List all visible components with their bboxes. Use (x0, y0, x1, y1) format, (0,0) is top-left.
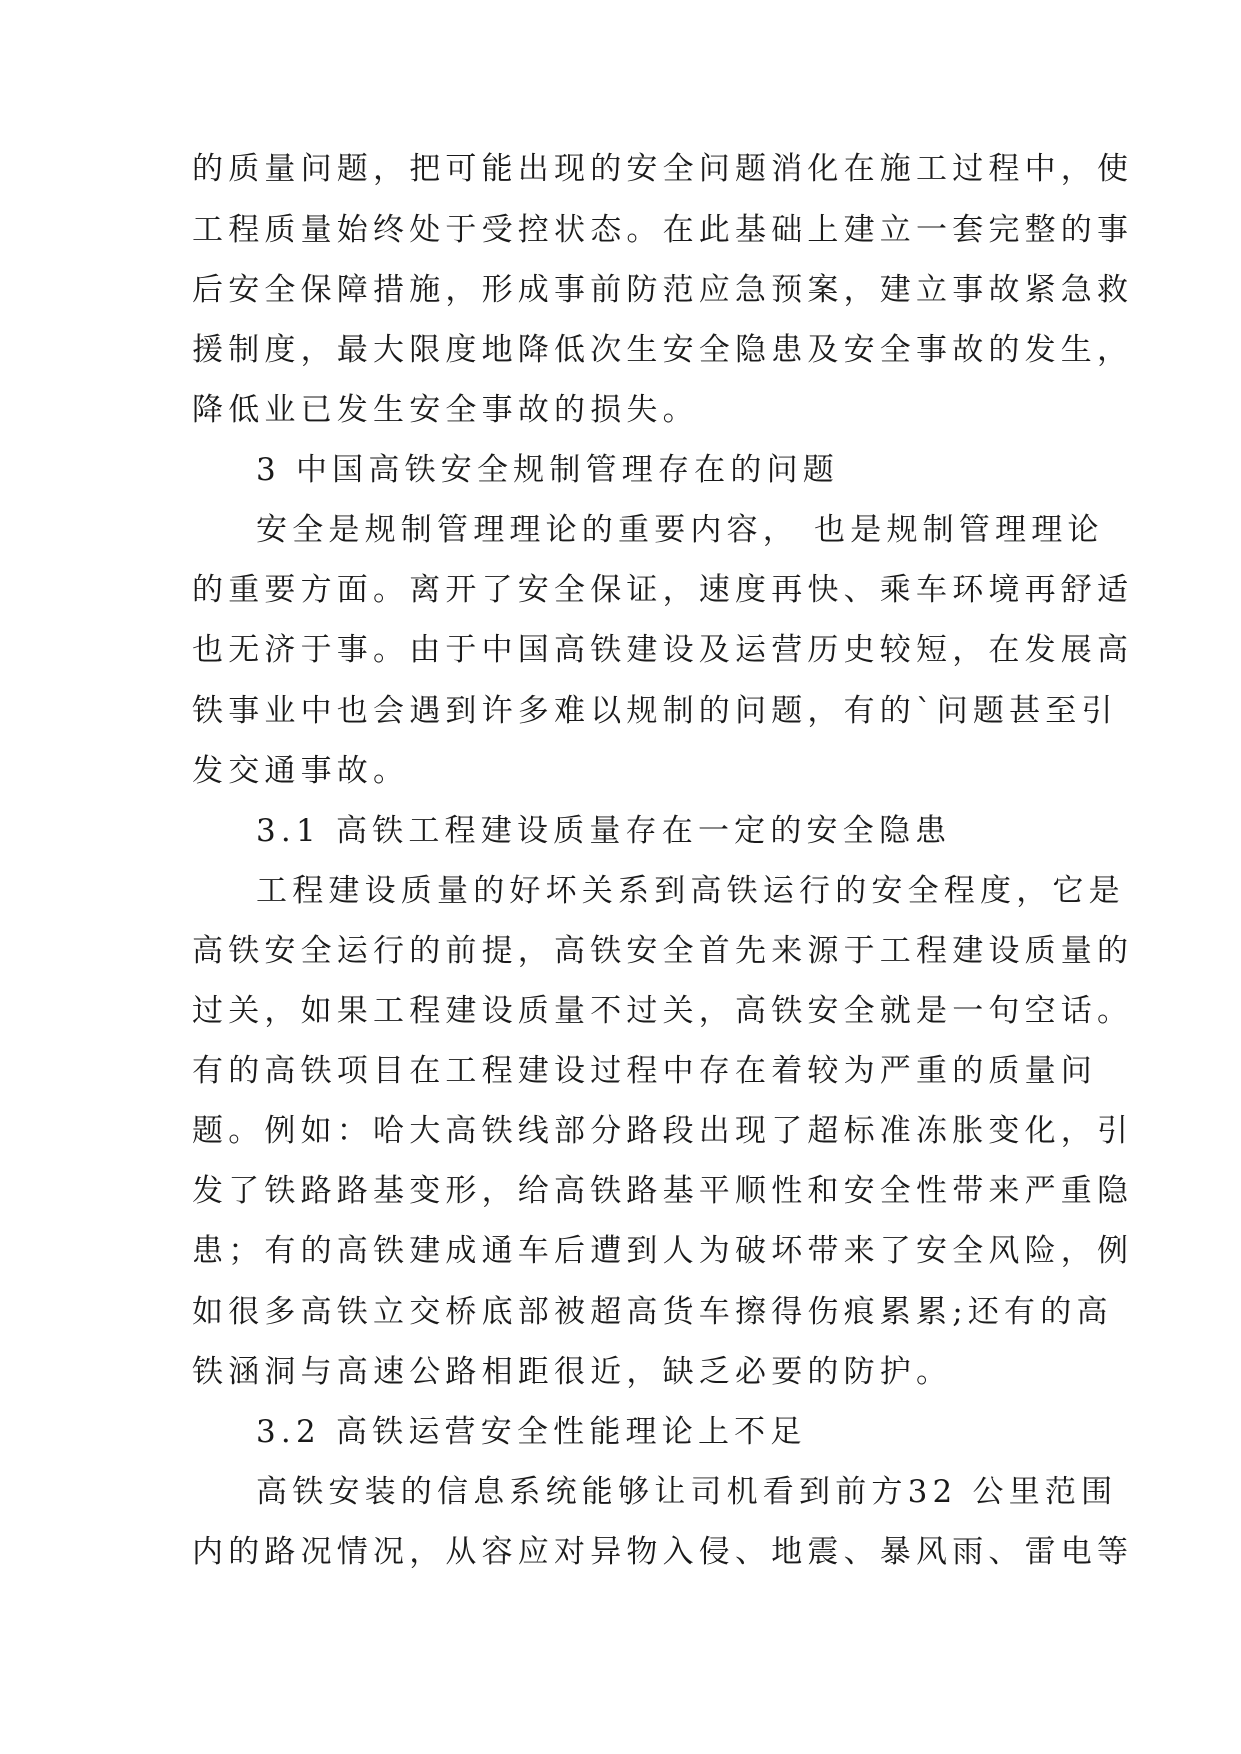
paragraph-line: 铁事业中也会遇到许多难以规制的问题，有的`问题甚至引 (192, 693, 1118, 729)
paragraph-line: 题。例如：哈大高铁线部分路段出现了超标准冻胀变化，引 (192, 1113, 1134, 1149)
paragraph-line: 患；有的高铁建成通车后遭到人为破坏带来了安全风险，例 (192, 1233, 1134, 1269)
paragraph-line: 后安全保障措施，形成事前防范应急预案，建立事故紧急救 (192, 272, 1134, 308)
paragraph-line: 安全是规制管理理论的重要内容， 也是规制管理理论 (256, 512, 1104, 548)
paragraph-line: 如很多高铁立交桥底部被超高货车擦得伤痕累累;还有的高 (192, 1294, 1113, 1330)
paragraph-line: 降低业已发生安全事故的损失。 (192, 392, 699, 428)
paragraph-line: 高铁安全运行的前提，高铁安全首先来源于工程建设质量的 (192, 933, 1134, 969)
paragraph-line: 工程建设质量的好坏关系到高铁运行的安全程度，它是 (256, 873, 1125, 909)
paragraph-line: 的重要方面。离开了安全保证，速度再快、乘车环境再舒适 (192, 572, 1134, 608)
paragraph-line: 也无济于事。由于中国高铁建设及运营历史较短，在发展高 (192, 632, 1134, 668)
paragraph-line: 高铁安装的信息系统能够让司机看到前方32 公里范围 (256, 1474, 1118, 1510)
paragraph-line: 有的高铁项目在工程建设过程中存在着较为严重的质量问 (192, 1053, 1097, 1089)
paragraph-line: 援制度，最大限度地降低次生安全隐患及安全事故的发生， (192, 332, 1134, 368)
paragraph-line: 铁涵洞与高速公路相距很近，缺乏必要的防护。 (192, 1354, 953, 1390)
paragraph-line: 内的路况情况，从容应对异物入侵、地震、暴风雨、雷电等 (192, 1534, 1134, 1570)
subsection-heading: 3.2 高铁运营安全性能理论上不足 (256, 1414, 807, 1450)
subsection-heading: 3.1 高铁工程建设质量存在一定的安全隐患 (256, 813, 952, 849)
paragraph-line: 的质量问题，把可能出现的安全问题消化在施工过程中，使 (192, 151, 1134, 187)
paragraph-line: 过关，如果工程建设质量不过关，高铁安全就是一句空话。 (192, 993, 1134, 1029)
section-heading: 3 中国高铁安全规制管理存在的问题 (256, 452, 839, 488)
paragraph-line: 发交通事故。 (192, 753, 410, 789)
paragraph-line: 发了铁路路基变形，给高铁路基平顺性和安全性带来严重隐 (192, 1173, 1134, 1209)
paragraph-line: 工程质量始终处于受控状态。在此基础上建立一套完整的事 (192, 212, 1134, 248)
